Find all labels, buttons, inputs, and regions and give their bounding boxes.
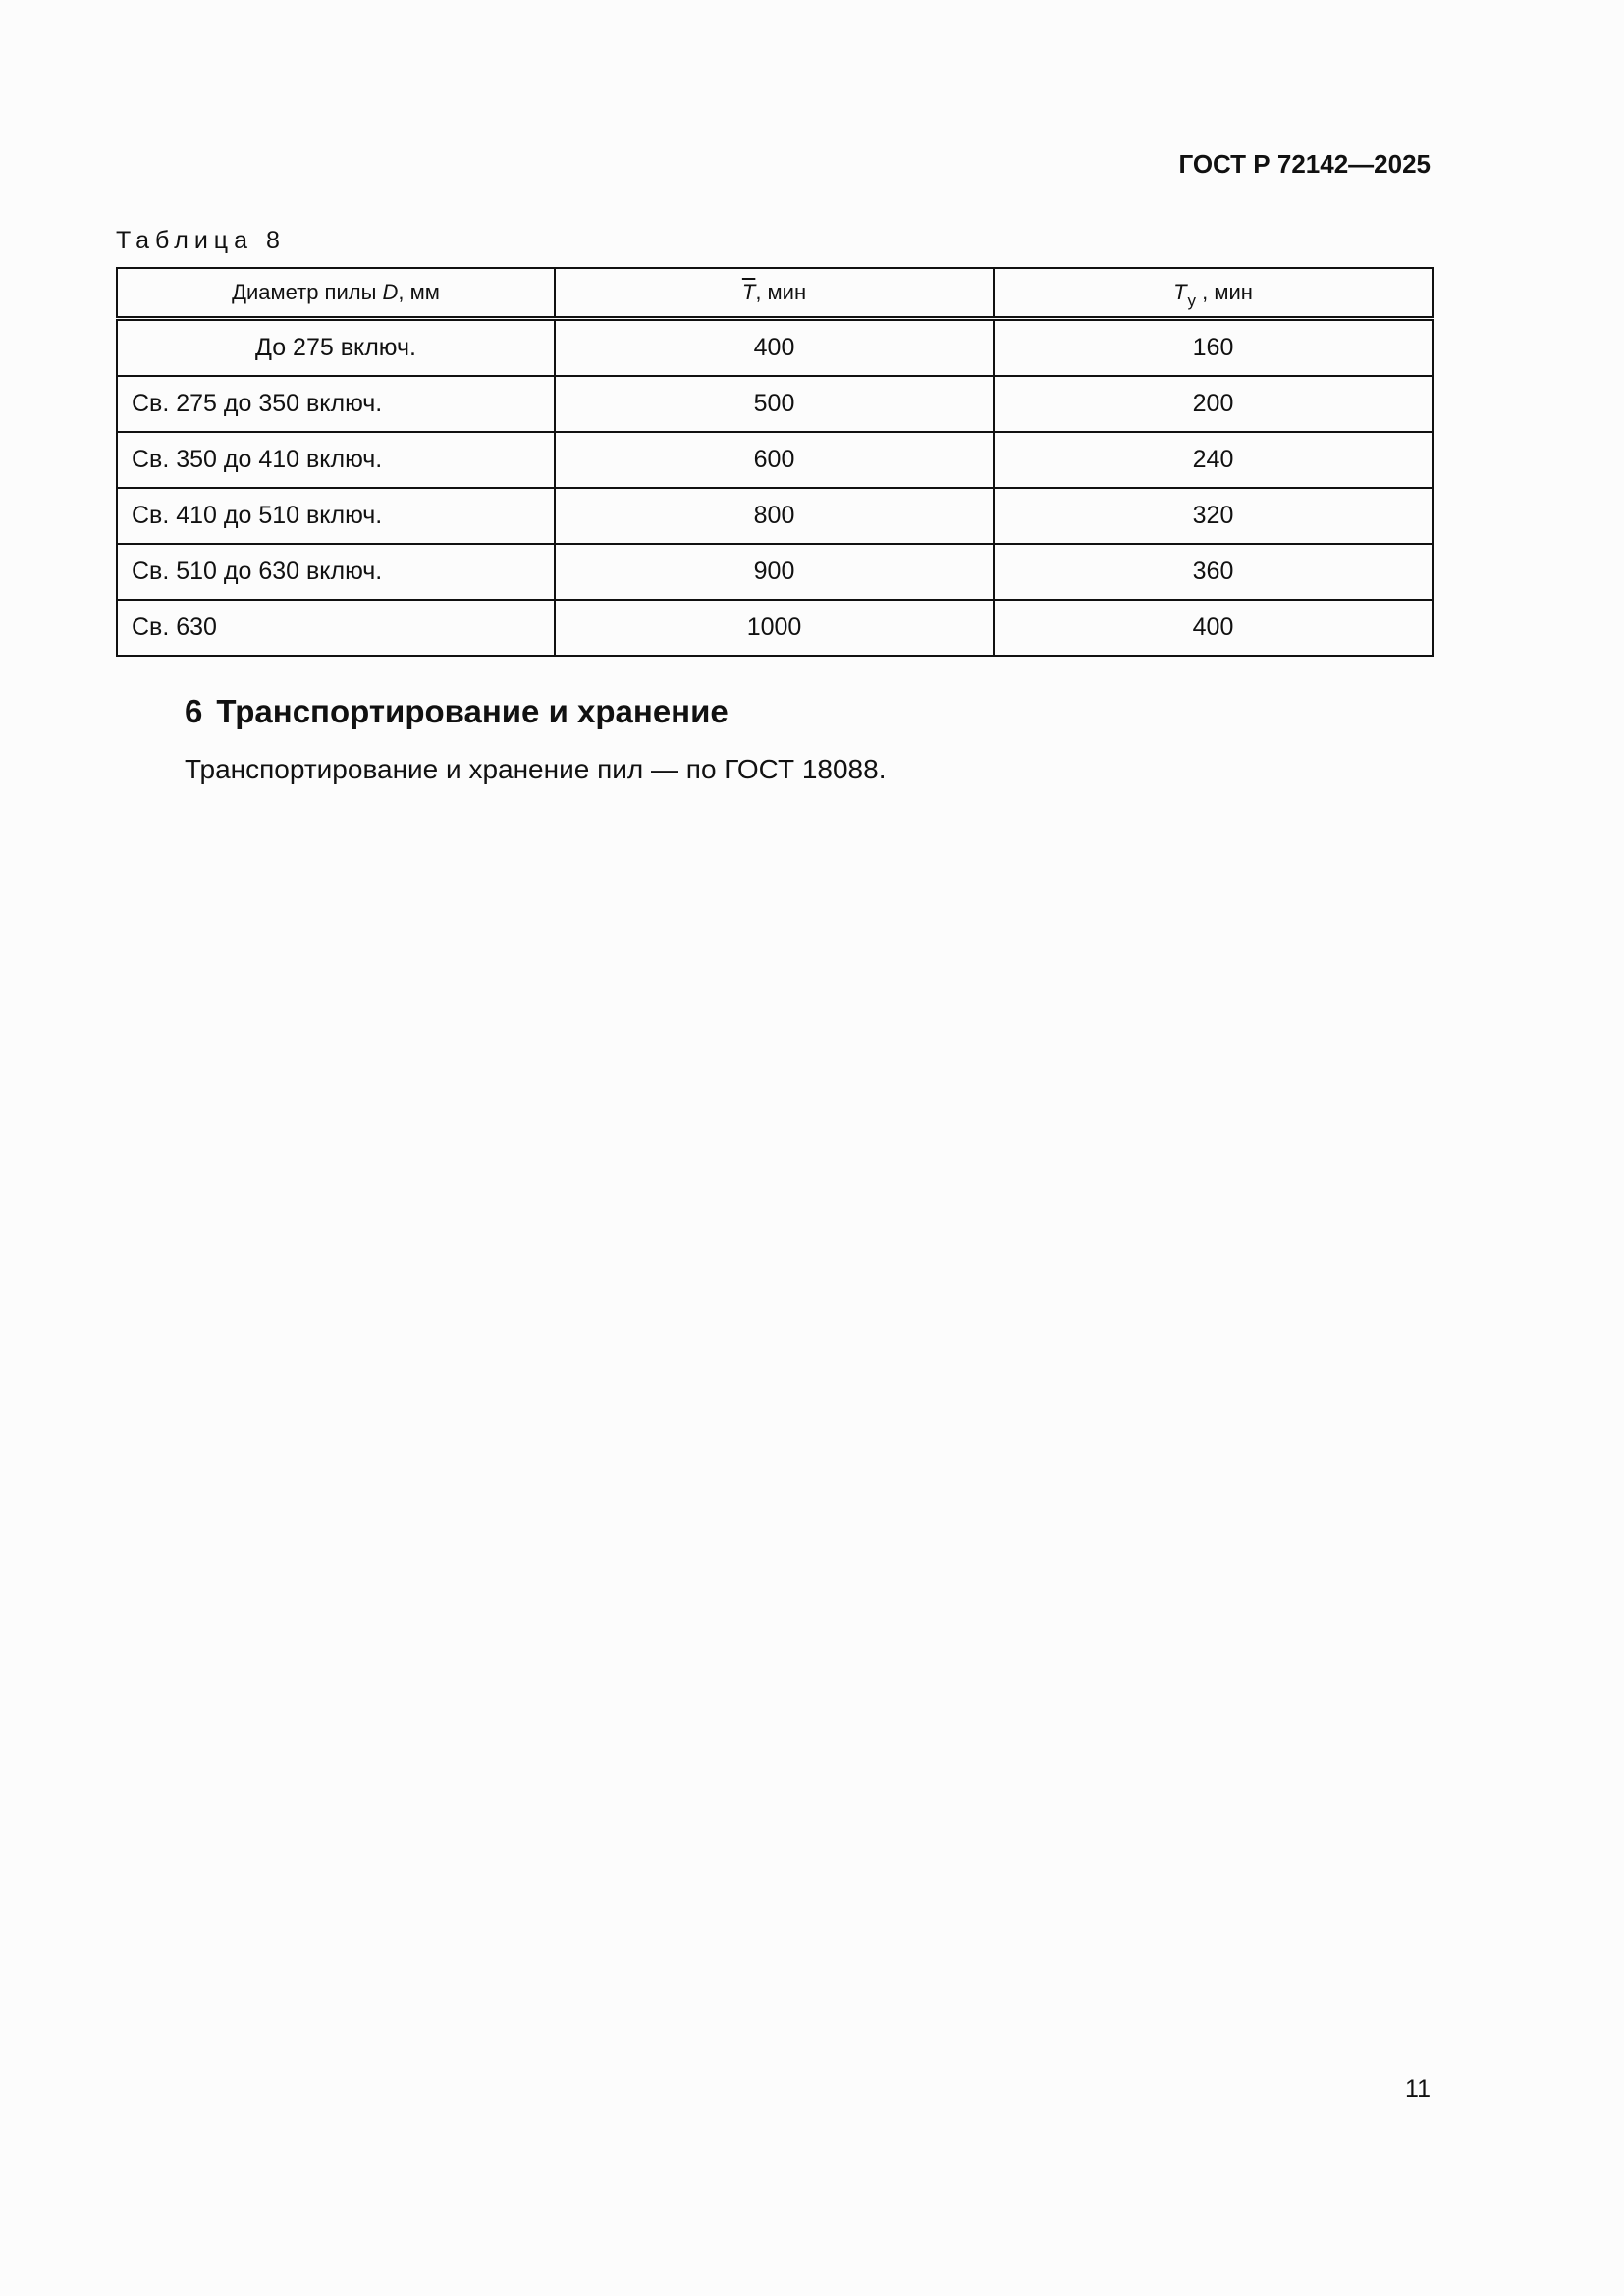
cell-diameter: Св. 510 до 630 включ.	[117, 544, 555, 600]
cell-established-life: 320	[994, 488, 1433, 544]
cell-diameter: Св. 275 до 350 включ.	[117, 376, 555, 432]
table-row	[117, 432, 1433, 488]
header-mean-life-unit: , мин	[755, 280, 807, 304]
header-established-life-symbol: T	[1173, 280, 1187, 304]
section-number: 6	[185, 693, 203, 729]
header-mean-life	[555, 268, 994, 319]
table-row	[117, 319, 1433, 377]
saw-life-table	[116, 267, 1434, 657]
page-number: 11	[1405, 2075, 1431, 2103]
cell-established-life: 400	[994, 600, 1433, 656]
cell-diameter: До 275 включ.	[117, 319, 555, 377]
section-title: Транспортирование и хранение	[216, 693, 729, 729]
cell-mean-life: 600	[555, 432, 994, 488]
document-code: ГОСТ Р 72142—2025	[1178, 149, 1431, 179]
table-row	[117, 544, 1433, 600]
header-established-life-subscript: у	[1187, 292, 1197, 310]
cell-mean-life: 800	[555, 488, 994, 544]
table-row	[117, 600, 1433, 656]
header-diameter-symbol: D	[382, 280, 399, 304]
table-caption-word: Таблица	[116, 227, 254, 254]
table-row	[117, 488, 1433, 544]
section-body-text: Транспортирование и хранение пил — по ГОСТ 18088.	[185, 754, 887, 784]
cell-mean-life: 400	[555, 319, 994, 377]
cell-diameter: Св. 410 до 510 включ.	[117, 488, 555, 544]
header-established-life-unit: , мин	[1196, 280, 1253, 304]
table-header-row	[117, 268, 1433, 319]
header-mean-life-symbol: $\overline{T}$	[741, 280, 756, 304]
cell-diameter: Св. 350 до 410 включ.	[117, 432, 555, 488]
header-diameter-unit: , мм	[398, 280, 440, 304]
cell-established-life: 200	[994, 376, 1433, 432]
header-established-life	[994, 268, 1433, 319]
cell-mean-life: 900	[555, 544, 994, 600]
cell-established-life: 240	[994, 432, 1433, 488]
cell-established-life: 360	[994, 544, 1433, 600]
cell-diameter: Св. 630	[117, 600, 555, 656]
cell-mean-life: 1000	[555, 600, 994, 656]
cell-established-life: 160	[994, 319, 1433, 377]
table-caption	[116, 225, 280, 256]
header-diameter-prefix: Диаметр пилы	[232, 280, 383, 304]
cell-mean-life: 500	[555, 376, 994, 432]
section-heading	[185, 691, 729, 732]
table-row	[117, 376, 1433, 432]
table-caption-number: 8	[265, 227, 280, 254]
header-diameter	[117, 268, 555, 319]
